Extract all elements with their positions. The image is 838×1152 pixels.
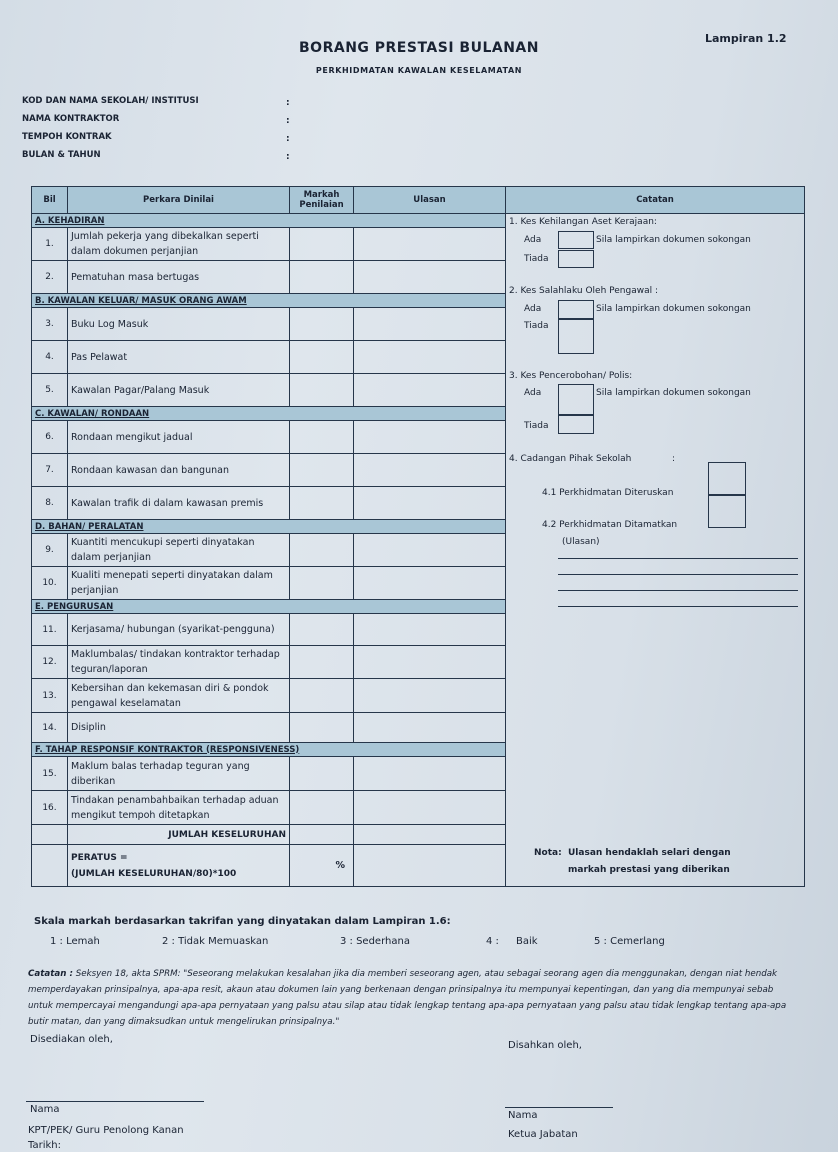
section-e: E. PENGURUSAN xyxy=(32,600,506,614)
c1-sila-note: Sila lampirkan dokumen sokongan xyxy=(596,235,751,245)
peratus-value-cell[interactable]: % xyxy=(290,845,354,887)
row-number: 10. xyxy=(32,567,68,600)
catatan-1: 1. Kes Kehilangan Aset Kerajaan: xyxy=(509,217,657,227)
catatan-panel xyxy=(506,214,805,887)
row-number: 16. xyxy=(32,791,68,825)
c3-ada-label: Ada xyxy=(524,388,542,398)
skala-item-5: 5 : Cemerlang xyxy=(594,936,665,947)
peratus-label xyxy=(68,845,290,887)
assessment-table xyxy=(31,186,805,887)
row-number: 2. xyxy=(32,261,68,294)
row-number: 9. xyxy=(32,534,68,567)
catatan-4-2: 4.2 Perkhidmatan Ditamatkan xyxy=(542,520,678,530)
criterion-text: Kawalan trafik di dalam kawasan premis xyxy=(68,487,290,520)
ulasan-cell[interactable] xyxy=(354,791,506,825)
markah-cell[interactable] xyxy=(290,534,354,567)
nama-right: Nama xyxy=(508,1110,538,1121)
nota-line-2: markah prestasi yang diberikan xyxy=(568,865,730,875)
c3-ada-checkbox[interactable] xyxy=(558,384,594,416)
field-label-tempoh: TEMPOH KONTRAK xyxy=(22,132,112,142)
criterion-text: Kerjasama/ hubungan (syarikat-pengguna) xyxy=(68,614,290,646)
ulasan-cell[interactable] xyxy=(354,679,506,713)
empty-cell xyxy=(32,825,68,845)
c1-ada-checkbox[interactable] xyxy=(558,231,594,249)
jawatan-left: KPT/PEK/ Guru Penolong Kanan xyxy=(28,1125,184,1136)
ulasan-label: (Ulasan) xyxy=(562,537,600,547)
criterion-text: Kualiti menepati seperti dinyatakan dalam perjanjian xyxy=(68,567,290,600)
markah-cell[interactable] xyxy=(290,757,354,791)
disahkan-label: Disahkan oleh, xyxy=(508,1040,582,1051)
field-input-bulan[interactable]: : xyxy=(286,152,290,162)
ulasan-line-1[interactable] xyxy=(558,558,798,559)
catatan-4-1: 4.1 Perkhidmatan Diteruskan xyxy=(542,488,674,498)
criterion-text: Rondaan kawasan dan bangunan xyxy=(68,454,290,487)
section-b: B. KAWALAN KELUAR/ MASUK ORANG AWAM xyxy=(32,294,506,308)
markah-cell[interactable] xyxy=(290,679,354,713)
ulasan-cell[interactable] xyxy=(354,567,506,600)
sprm-note-label: Catatan : xyxy=(28,969,73,979)
field-label-sekolah: KOD DAN NAMA SEKOLAH/ INSTITUSI xyxy=(22,96,199,106)
markah-cell[interactable] xyxy=(290,374,354,407)
row-number: 14. xyxy=(32,713,68,743)
section-c: C. KAWALAN/ RONDAAN xyxy=(32,407,506,421)
field-input-kontraktor[interactable]: : xyxy=(286,116,290,126)
c3-sila-note: Sila lampirkan dokumen sokongan xyxy=(596,388,751,398)
criterion-text: Kawalan Pagar/Palang Masuk xyxy=(68,374,290,407)
catatan-4: 4. Cadangan Pihak Sekolah xyxy=(509,454,632,464)
markah-cell[interactable] xyxy=(290,341,354,374)
jumlah-ulasan-cell[interactable] xyxy=(354,825,506,845)
lampiran-label: Lampiran 1.2 xyxy=(705,32,787,45)
catatan-2: 2. Kes Salahlaku Oleh Pengawal : xyxy=(509,286,658,296)
sprm-note-text: Seksyen 18, akta SPRM: "Seseorang melakukan kesalahan jika dia memberi seseorang agen, atau sebagai seorang agen dia menggunakan, dengan niat hendak memperdayakan prinsipalnya, apa-apa resit, akaun atau dokumen lain yang berkenaan dengan prinsipalnya itu mempunyai kepentingan, dan yang dia mempunyai sebab untuk mempercayai mengandungi apa-apa pernyataan yang palsu atau silap atau tidak lengkap tentang apa-apa pernyataan yang palsu atau tidak lengkap tentang apa-apa butir matan, dan yang dimaksudkan untuk mengelirukan prinsipalnya." xyxy=(28,969,787,1027)
section-a: A. KEHADIRAN xyxy=(32,214,506,228)
markah-cell[interactable] xyxy=(290,487,354,520)
criterion-text: Kuantiti mencukupi seperti dinyatakan dalam perjanjian xyxy=(68,534,290,567)
row-number: 5. xyxy=(32,374,68,407)
markah-cell[interactable] xyxy=(290,614,354,646)
row-number: 8. xyxy=(32,487,68,520)
sprm-note xyxy=(28,966,798,1030)
criterion-text: Disiplin xyxy=(68,713,290,743)
c42-checkbox[interactable] xyxy=(708,494,746,528)
field-label-bulan: BULAN & TAHUN xyxy=(22,150,101,160)
c2-ada-checkbox[interactable] xyxy=(558,300,594,320)
markah-cell[interactable] xyxy=(290,228,354,261)
ulasan-cell[interactable] xyxy=(354,341,506,374)
c2-tiada-label: Tiada xyxy=(524,321,549,331)
markah-cell[interactable] xyxy=(290,713,354,743)
markah-cell[interactable] xyxy=(290,567,354,600)
skala-item-2: 2 : Tidak Memuaskan xyxy=(162,936,269,947)
c3-tiada-label: Tiada xyxy=(524,421,549,431)
col-header-catatan: Catatan xyxy=(506,187,805,214)
row-number: 7. xyxy=(32,454,68,487)
ulasan-cell[interactable] xyxy=(354,646,506,679)
c3-tiada-checkbox[interactable] xyxy=(558,414,594,434)
ulasan-cell[interactable] xyxy=(354,713,506,743)
criterion-text: Pematuhan masa bertugas xyxy=(68,261,290,294)
row-number: 3. xyxy=(32,308,68,341)
markah-cell[interactable] xyxy=(290,646,354,679)
criterion-text: Maklum balas terhadap teguran yang diberikan xyxy=(68,757,290,791)
form-title: BORANG PRESTASI BULANAN xyxy=(299,40,539,56)
row-number: 15. xyxy=(32,757,68,791)
section-f: F. TAHAP RESPONSIF KONTRAKTOR (RESPONSIVENESS) xyxy=(32,743,506,757)
ulasan-cell[interactable] xyxy=(354,228,506,261)
criterion-text: Buku Log Masuk xyxy=(68,308,290,341)
criterion-text: Jumlah pekerja yang dibekalkan seperti dalam dokumen perjanjian xyxy=(68,228,290,261)
ulasan-cell[interactable] xyxy=(354,454,506,487)
nama-left: Nama xyxy=(30,1104,60,1115)
skala-item-1: 1 : Lemah xyxy=(50,936,100,947)
skala-title: Skala markah berdasarkan takrifan yang dinyatakan dalam Lampiran 1.6: xyxy=(34,916,451,927)
col-header-bil: Bil xyxy=(32,187,68,214)
catatan-4-colon: : xyxy=(672,454,676,464)
criterion-text: Rondaan mengikut jadual xyxy=(68,421,290,454)
peratus-line-2: (JUMLAH KESELURUHAN/80)*100 xyxy=(71,868,237,879)
signature-line-left[interactable] xyxy=(26,1101,204,1102)
col-header-ulasan: Ulasan xyxy=(354,187,506,214)
ulasan-cell[interactable] xyxy=(354,614,506,646)
catatan-3: 3. Kes Pencerobohan/ Polis: xyxy=(509,371,633,381)
ulasan-line-2[interactable] xyxy=(558,574,798,575)
field-input-sekolah[interactable]: : xyxy=(286,98,290,108)
jumlah-label: JUMLAH KESELURUHAN xyxy=(68,825,290,845)
criterion-text: Pas Pelawat xyxy=(68,341,290,374)
section-d: D. BAHAN/ PERALATAN xyxy=(32,520,506,534)
nota-label: Nota: xyxy=(534,848,562,858)
skala-item-4-number: 4 : xyxy=(486,936,499,947)
field-label-kontraktor: NAMA KONTRAKTOR xyxy=(22,114,120,124)
criterion-text: Kebersihan dan kekemasan diri & pondok pengawal keselamatan xyxy=(68,679,290,713)
ulasan-cell[interactable] xyxy=(354,261,506,294)
nota-line-1: Ulasan hendaklah selari dengan xyxy=(568,848,731,858)
skala-item-4-label: Baik xyxy=(516,936,538,947)
field-input-tempoh[interactable]: : xyxy=(286,134,290,144)
skala-item-3: 3 : Sederhana xyxy=(340,936,410,947)
row-number: 13. xyxy=(32,679,68,713)
jawatan-right: Ketua Jabatan xyxy=(508,1129,578,1140)
markah-cell[interactable] xyxy=(290,791,354,825)
empty-cell xyxy=(32,845,68,887)
c1-tiada-checkbox[interactable] xyxy=(558,250,594,268)
ulasan-cell[interactable] xyxy=(354,374,506,407)
c1-tiada-label: Tiada xyxy=(524,254,549,264)
criterion-text: Maklumbalas/ tindakan kontraktor terhadap teguran/laporan xyxy=(68,646,290,679)
c2-ada-label: Ada xyxy=(524,304,542,314)
row-number: 4. xyxy=(32,341,68,374)
criterion-text: Tindakan penambahbaikan terhadap aduan mengikut tempoh ditetapkan xyxy=(68,791,290,825)
form-subtitle: PERKHIDMATAN KAWALAN KESELAMATAN xyxy=(315,66,523,75)
markah-cell[interactable] xyxy=(290,454,354,487)
col-header-markah: Markah Penilaian xyxy=(290,187,354,214)
ulasan-cell[interactable] xyxy=(354,757,506,791)
markah-cell[interactable] xyxy=(290,421,354,454)
c2-tiada-checkbox[interactable] xyxy=(558,318,594,354)
tarikh-left: Tarikh: xyxy=(28,1140,61,1151)
ulasan-line-3[interactable] xyxy=(558,590,798,591)
ulasan-cell[interactable] xyxy=(354,308,506,341)
peratus-line-1: PERATUS = xyxy=(71,852,128,863)
ulasan-line-4[interactable] xyxy=(558,606,798,607)
signature-line-right[interactable] xyxy=(505,1107,613,1108)
c2-sila-note: Sila lampirkan dokumen sokongan xyxy=(596,304,751,314)
jumlah-markah-cell[interactable] xyxy=(290,825,354,845)
markah-cell[interactable] xyxy=(290,308,354,341)
disediakan-label: Disediakan oleh, xyxy=(30,1034,113,1045)
ulasan-cell[interactable] xyxy=(354,534,506,567)
ulasan-cell[interactable] xyxy=(354,487,506,520)
peratus-ulasan-cell[interactable] xyxy=(354,845,506,887)
row-number: 11. xyxy=(32,614,68,646)
col-header-perkara: Perkara Dinilai xyxy=(68,187,290,214)
c41-checkbox[interactable] xyxy=(708,462,746,496)
row-number: 12. xyxy=(32,646,68,679)
markah-cell[interactable] xyxy=(290,261,354,294)
row-number: 1. xyxy=(32,228,68,261)
ulasan-cell[interactable] xyxy=(354,421,506,454)
row-number: 6. xyxy=(32,421,68,454)
c1-ada-label: Ada xyxy=(524,235,542,245)
